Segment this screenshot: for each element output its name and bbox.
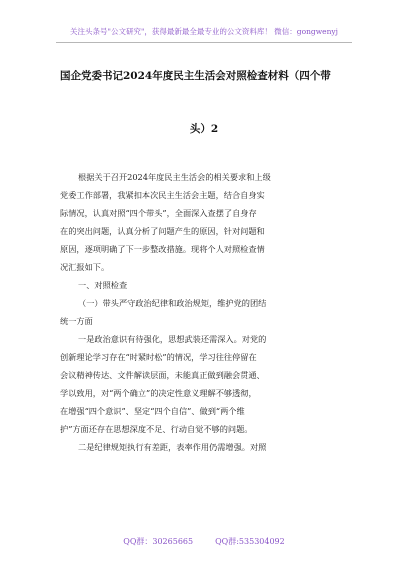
header-notice: 关注头条号"公文研究"，获得最新最全最专业的公文资料库！ 微信：gongwenyj xyxy=(70,27,338,36)
header-divider xyxy=(56,42,352,43)
body-paragraph-line: 党委工作部署，我紧扣本次民主生活会主题，结合自身实 xyxy=(60,190,265,200)
body-paragraph-line: 创新理论学习存在“时紧时松”的情况，学习往往停留在 xyxy=(60,352,257,362)
subsection-heading: （一）带头严守政治纪律和政治规矩，维护党的团结 xyxy=(78,298,267,308)
body-paragraph-line: 二是纪律规矩执行有差距，表率作用仍需增强。对照 xyxy=(78,442,267,452)
section-heading: 一、对照检查 xyxy=(78,280,128,290)
body-paragraph-line: 原因，逐项明确了下一步整改措施。现将个人对照检查情 xyxy=(60,244,265,254)
body-paragraph-line: 在的突出问题，认真分析了问题产生的原因，针对问题和 xyxy=(60,226,265,236)
footer-contact xyxy=(0,536,408,547)
body-paragraph-line: 学以致用，对“两个确立”的决定性意义理解不够透彻， xyxy=(60,388,257,398)
body-paragraph-line: 况汇报如下。 xyxy=(60,262,110,272)
subsection-heading-continued: 统一方面 xyxy=(60,316,93,326)
body-paragraph-line: 护”方面还存在思想深度不足、行动自觉不够的问题。 xyxy=(60,424,253,434)
body-paragraph-line: 在增强“四个意识”、坚定“四个自信”、做到“两个维 xyxy=(60,406,245,416)
footer-qq-group-2: QQ群:535304092 xyxy=(215,537,285,546)
body-paragraph-line: 际情况，认真对照“四个带头”，全面深入查摆了自身存 xyxy=(60,208,257,218)
footer-qq-group-1: QQ群：30265665 xyxy=(123,537,194,546)
document-title-line-2: 头）2 xyxy=(189,123,219,135)
body-paragraph-line: 会议精神传达、文件解读层面，未能真正做到融会贯通、 xyxy=(60,370,265,380)
document-title-line-1: 国企党委书记2024年度民主生活会对照检查材料（四个带 xyxy=(60,70,331,82)
body-paragraph-line: 根据关于召开2024年度民主生活会的相关要求和上级 xyxy=(78,172,271,182)
body-paragraph-line: 一是政治意识有待强化，思想武装还需深入。对党的 xyxy=(78,334,267,344)
